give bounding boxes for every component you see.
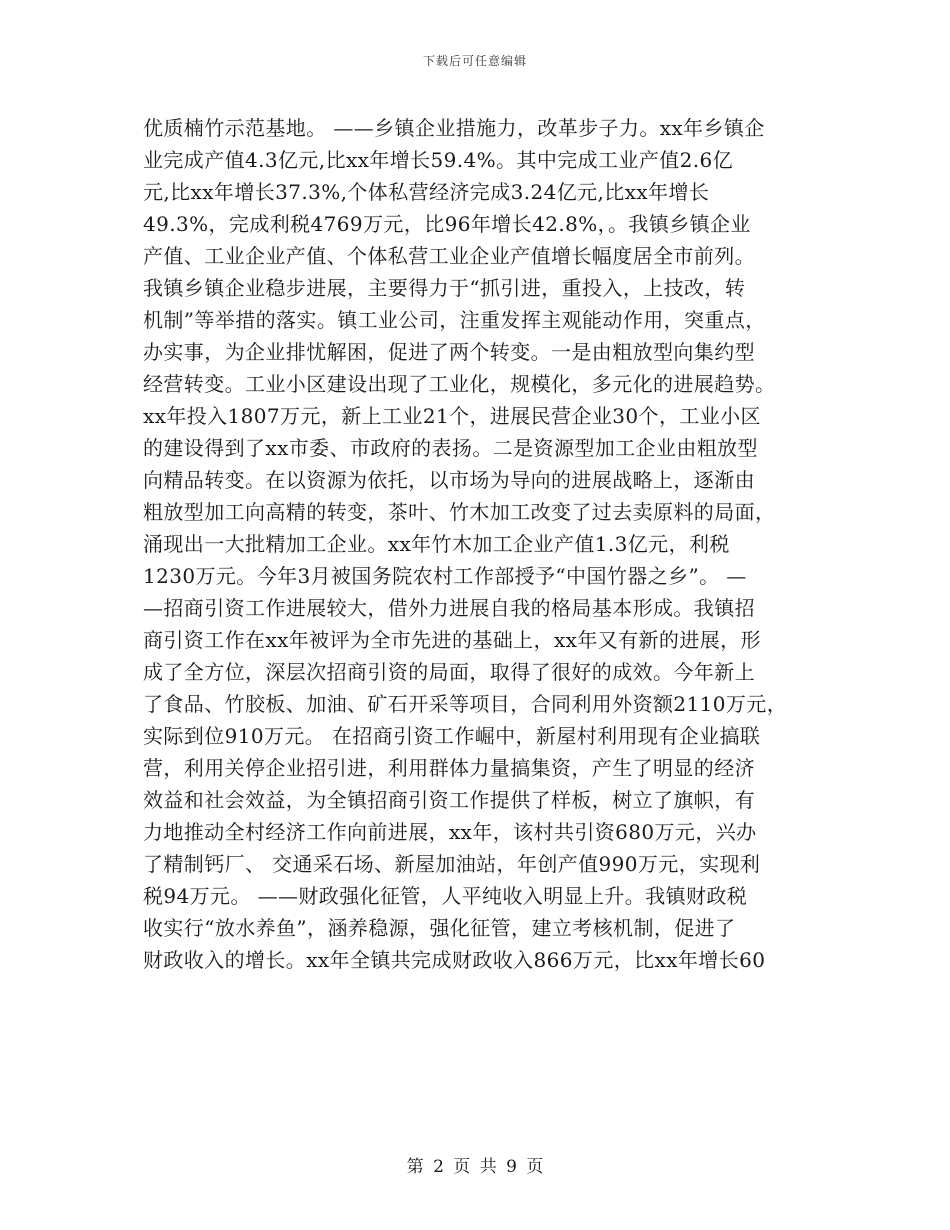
text-line: 财政收入的增长。xx年全镇共完成财政收入866万元，比xx年增长60: [143, 948, 766, 972]
text-line: 了精制钙厂、 交通采石场、新屋加油站，年创产值990万元，实现利: [143, 852, 761, 876]
document-body: [143, 112, 813, 976]
text-line: 商引资工作在xx年被评为全市先进的基础上，xx年又有新的进展，形: [143, 628, 761, 652]
text-line: 机制”等举措的落实。镇工业公司，注重发挥主观能动作用，突重点，: [143, 308, 766, 332]
text-line: 我镇乡镇企业稳步进展，主要得力于“抓引进，重投入，上技改，转: [143, 276, 746, 300]
text-line: 涌现出一大批精加工企业。xx年竹木加工企业产值1.3亿元，利税: [143, 532, 730, 556]
text-line: 效益和社会效益，为全镇招商引资工作提供了样板，树立了旗帜，有: [143, 788, 755, 812]
text-line: 向精品转变。在以资源为依托，以市场为导向的进展战略上，逐渐由: [143, 468, 755, 492]
text-line: 了食品、竹胶板、加油、矿石开采等项目，合同利用外资额2110万元，: [143, 692, 788, 716]
text-line: 1230万元。今年3月被国务院农村工作部授予“中国竹器之乡”。 —: [143, 564, 747, 588]
text-line: 办实事，为企业排忧解困，促进了两个转变。一是由粗放型向集约型: [143, 340, 755, 364]
text-line: 粗放型加工向高精的转变，茶叶、竹木加工改变了过去卖原料的局面，: [143, 500, 776, 524]
text-line: 经营转变。工业小区建设出现了工业化，规模化，多元化的进展趋势。: [143, 372, 776, 396]
text-line: 成了全方位，深层次招商引资的局面，取得了很好的成效。今年新上: [143, 660, 755, 684]
text-line: —招商引资工作进展较大，借外力进展自我的格局基本形成。我镇招: [143, 596, 755, 620]
text-line: 收实行“放水养鱼”，涵养稳源，强化征管，建立考核机制，促进了: [143, 916, 736, 940]
text-line: 产值、工业企业产值、个体私营工业企业产值增长幅度居全市前列。: [143, 244, 755, 268]
text-line: xx年投入1807万元，新上工业21个，进展民营企业30个，工业小区: [143, 404, 761, 428]
text-line: 税94万元。 ——财政强化征管，人平纯收入明显上升。我镇财政税: [143, 884, 748, 908]
text-line: 力地推动全村经济工作向前进展，xx年，该村共引资680万元，兴办: [143, 820, 757, 844]
text-line: 49.3%，完成利税4769万元，比96年增长42.8%，。我镇乡镇企业: [143, 212, 751, 236]
page-header: 下载后可任意编辑: [422, 54, 527, 68]
text-line: 营，利用关停企业招引进，利用群体力量搞集资，产生了明显的经济: [143, 756, 755, 780]
text-line: 元,比xx年增长37.3%,个体私营经济完成3.24亿元,比xx年增长: [143, 180, 710, 204]
text-line: 实际到位910万元。 在招商引资工作崛中，新屋村利用现有企业搞联: [143, 724, 761, 748]
text-line: 优质楠竹示范基地。 ——乡镇企业措施力，改革步子力。xx年乡镇企: [143, 116, 765, 140]
page-number-footer: 第 2 页 共 9 页: [406, 1157, 544, 1177]
text-line: 业完成产值4.3亿元,比xx年增长59.4%。其中完成工业产值2.6亿: [143, 148, 734, 172]
text-line: 的建设得到了xx市委、市政府的表扬。二是资源型加工企业由粗放型: [143, 436, 758, 460]
